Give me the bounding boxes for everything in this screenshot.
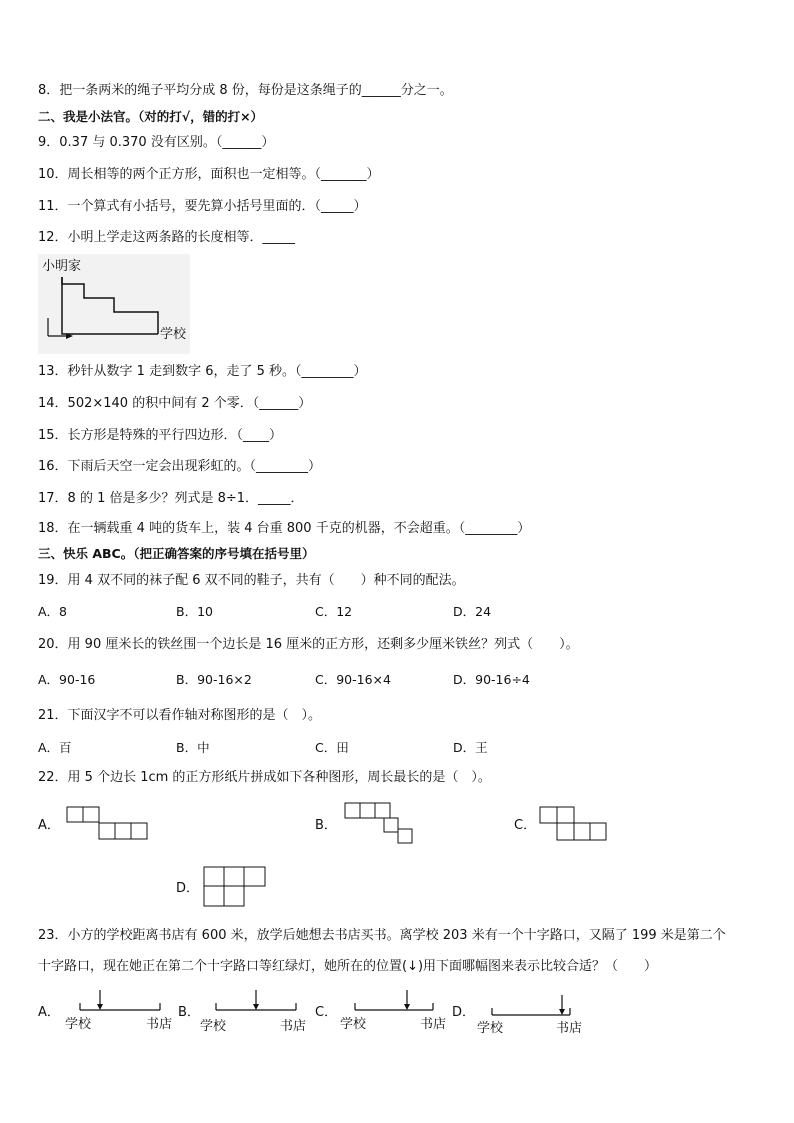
q20-option-b[interactable]: B．90-16×2 <box>176 672 252 687</box>
q23-diagram-b <box>216 990 296 1010</box>
q8: 8．把一条两米的绳子平均分成 8 份，每份是这条绳子的______分之一。 <box>38 83 453 98</box>
q21-option-b[interactable]: B．中 <box>176 740 210 755</box>
q22-stem: 22．用 5 个边长 1cm 的正方形纸片拼成如下各种图形，周长最长的是（ ）。 <box>38 770 491 785</box>
q23-diagram-d <box>492 995 570 1015</box>
q23-c-school: 学校 <box>340 1017 367 1032</box>
q14: 14．502×140 的积中间有 2 个零．（______） <box>38 396 312 411</box>
q22-label-c[interactable]: C． <box>514 818 537 833</box>
q12-school-label: 学校 <box>160 327 187 342</box>
q22-label-a[interactable]: A． <box>38 818 60 833</box>
q21-option-c[interactable]: C．田 <box>315 740 349 755</box>
q23-b-store: 书店 <box>280 1019 307 1034</box>
q16: 16．下雨后天空一定会出现彩虹的。（________） <box>38 459 322 474</box>
section-3-heading: 三、快乐 ABC。（把正确答案的序号填在括号里） <box>38 546 315 561</box>
q19-option-b[interactable]: B．10 <box>176 604 213 619</box>
q21-stem: 21．下面汉字不可以看作轴对称图形的是（ ）。 <box>38 708 322 723</box>
q15: 15．长方形是特殊的平行四边形．（____） <box>38 428 283 443</box>
q23-a-school: 学校 <box>65 1017 92 1032</box>
q23-label-d[interactable]: D． <box>452 1005 476 1020</box>
q20-stem: 20．用 90 厘米长的铁丝围一个边长是 16 厘米的正方形，还剩多少厘米铁丝？列式（ ）。 <box>38 637 579 652</box>
q23-stem-line-1: 23．小方的学校距离书店有 600 米，放学后她想去书店买书。离学校 203 米有一个十字路口，又隔了 199 米是第二个 <box>38 928 726 943</box>
q22-label-d[interactable]: D． <box>176 881 200 896</box>
q21-option-a[interactable]: A．百 <box>38 740 72 755</box>
q23-a-store: 书店 <box>146 1017 173 1032</box>
q19-option-d[interactable]: D．24 <box>453 604 492 619</box>
q12-home-label: 小明家 <box>42 259 82 274</box>
q9: 9．0.37 与 0.370 没有区别。（______） <box>38 135 275 150</box>
q23-label-a[interactable]: A． <box>38 1005 60 1020</box>
q23-b-school: 学校 <box>200 1019 227 1034</box>
q23-d-store: 书店 <box>556 1021 583 1036</box>
q23-diagram-a <box>80 990 160 1010</box>
q20-option-d[interactable]: D．90-16÷4 <box>453 672 530 687</box>
q21-option-d[interactable]: D．王 <box>453 740 488 755</box>
q23-label-b[interactable]: B． <box>178 1005 200 1020</box>
section-2-heading: 二、我是小法官。（对的打√，错的打×） <box>38 109 264 124</box>
q10: 10．周长相等的两个正方形，面积也一定相等。（_______） <box>38 167 380 182</box>
q22-label-b[interactable]: B． <box>315 818 337 833</box>
q19-option-a[interactable]: A．8 <box>38 604 68 619</box>
q17: 17．8 的 1 倍是多少？列式是 8÷1．_____． <box>38 491 304 506</box>
q23-c-store: 书店 <box>420 1017 447 1032</box>
q13: 13．秒针从数字 1 走到数字 6，走了 5 秒。（________） <box>38 364 367 379</box>
q23-d-school: 学校 <box>477 1021 504 1036</box>
q19-option-c[interactable]: C．12 <box>315 604 353 619</box>
q23-stem-line-2: 十字路口，现在她正在第二个十字路口等红绿灯，她所在的位置(↓)用下面哪幅图来表示比较合适？（ ） <box>38 959 658 974</box>
q18: 18．在一辆载重 4 吨的货车上，装 4 台重 800 千克的机器，不会超重。（________） <box>38 521 531 536</box>
q11: 11．一个算式有小括号，要先算小括号里面的．（_____） <box>38 199 367 214</box>
q23-diagram-c <box>355 990 433 1010</box>
q20-option-a[interactable]: A．90-16 <box>38 672 96 687</box>
q19-stem: 19．用 4 双不同的袜子配 6 双不同的鞋子，共有（ ）种不同的配法。 <box>38 573 465 588</box>
q20-option-c[interactable]: C．90-16×4 <box>315 672 391 687</box>
q23-label-c[interactable]: C． <box>315 1005 338 1020</box>
q12: 12．小明上学走这两条路的长度相等．_____ <box>38 230 296 245</box>
